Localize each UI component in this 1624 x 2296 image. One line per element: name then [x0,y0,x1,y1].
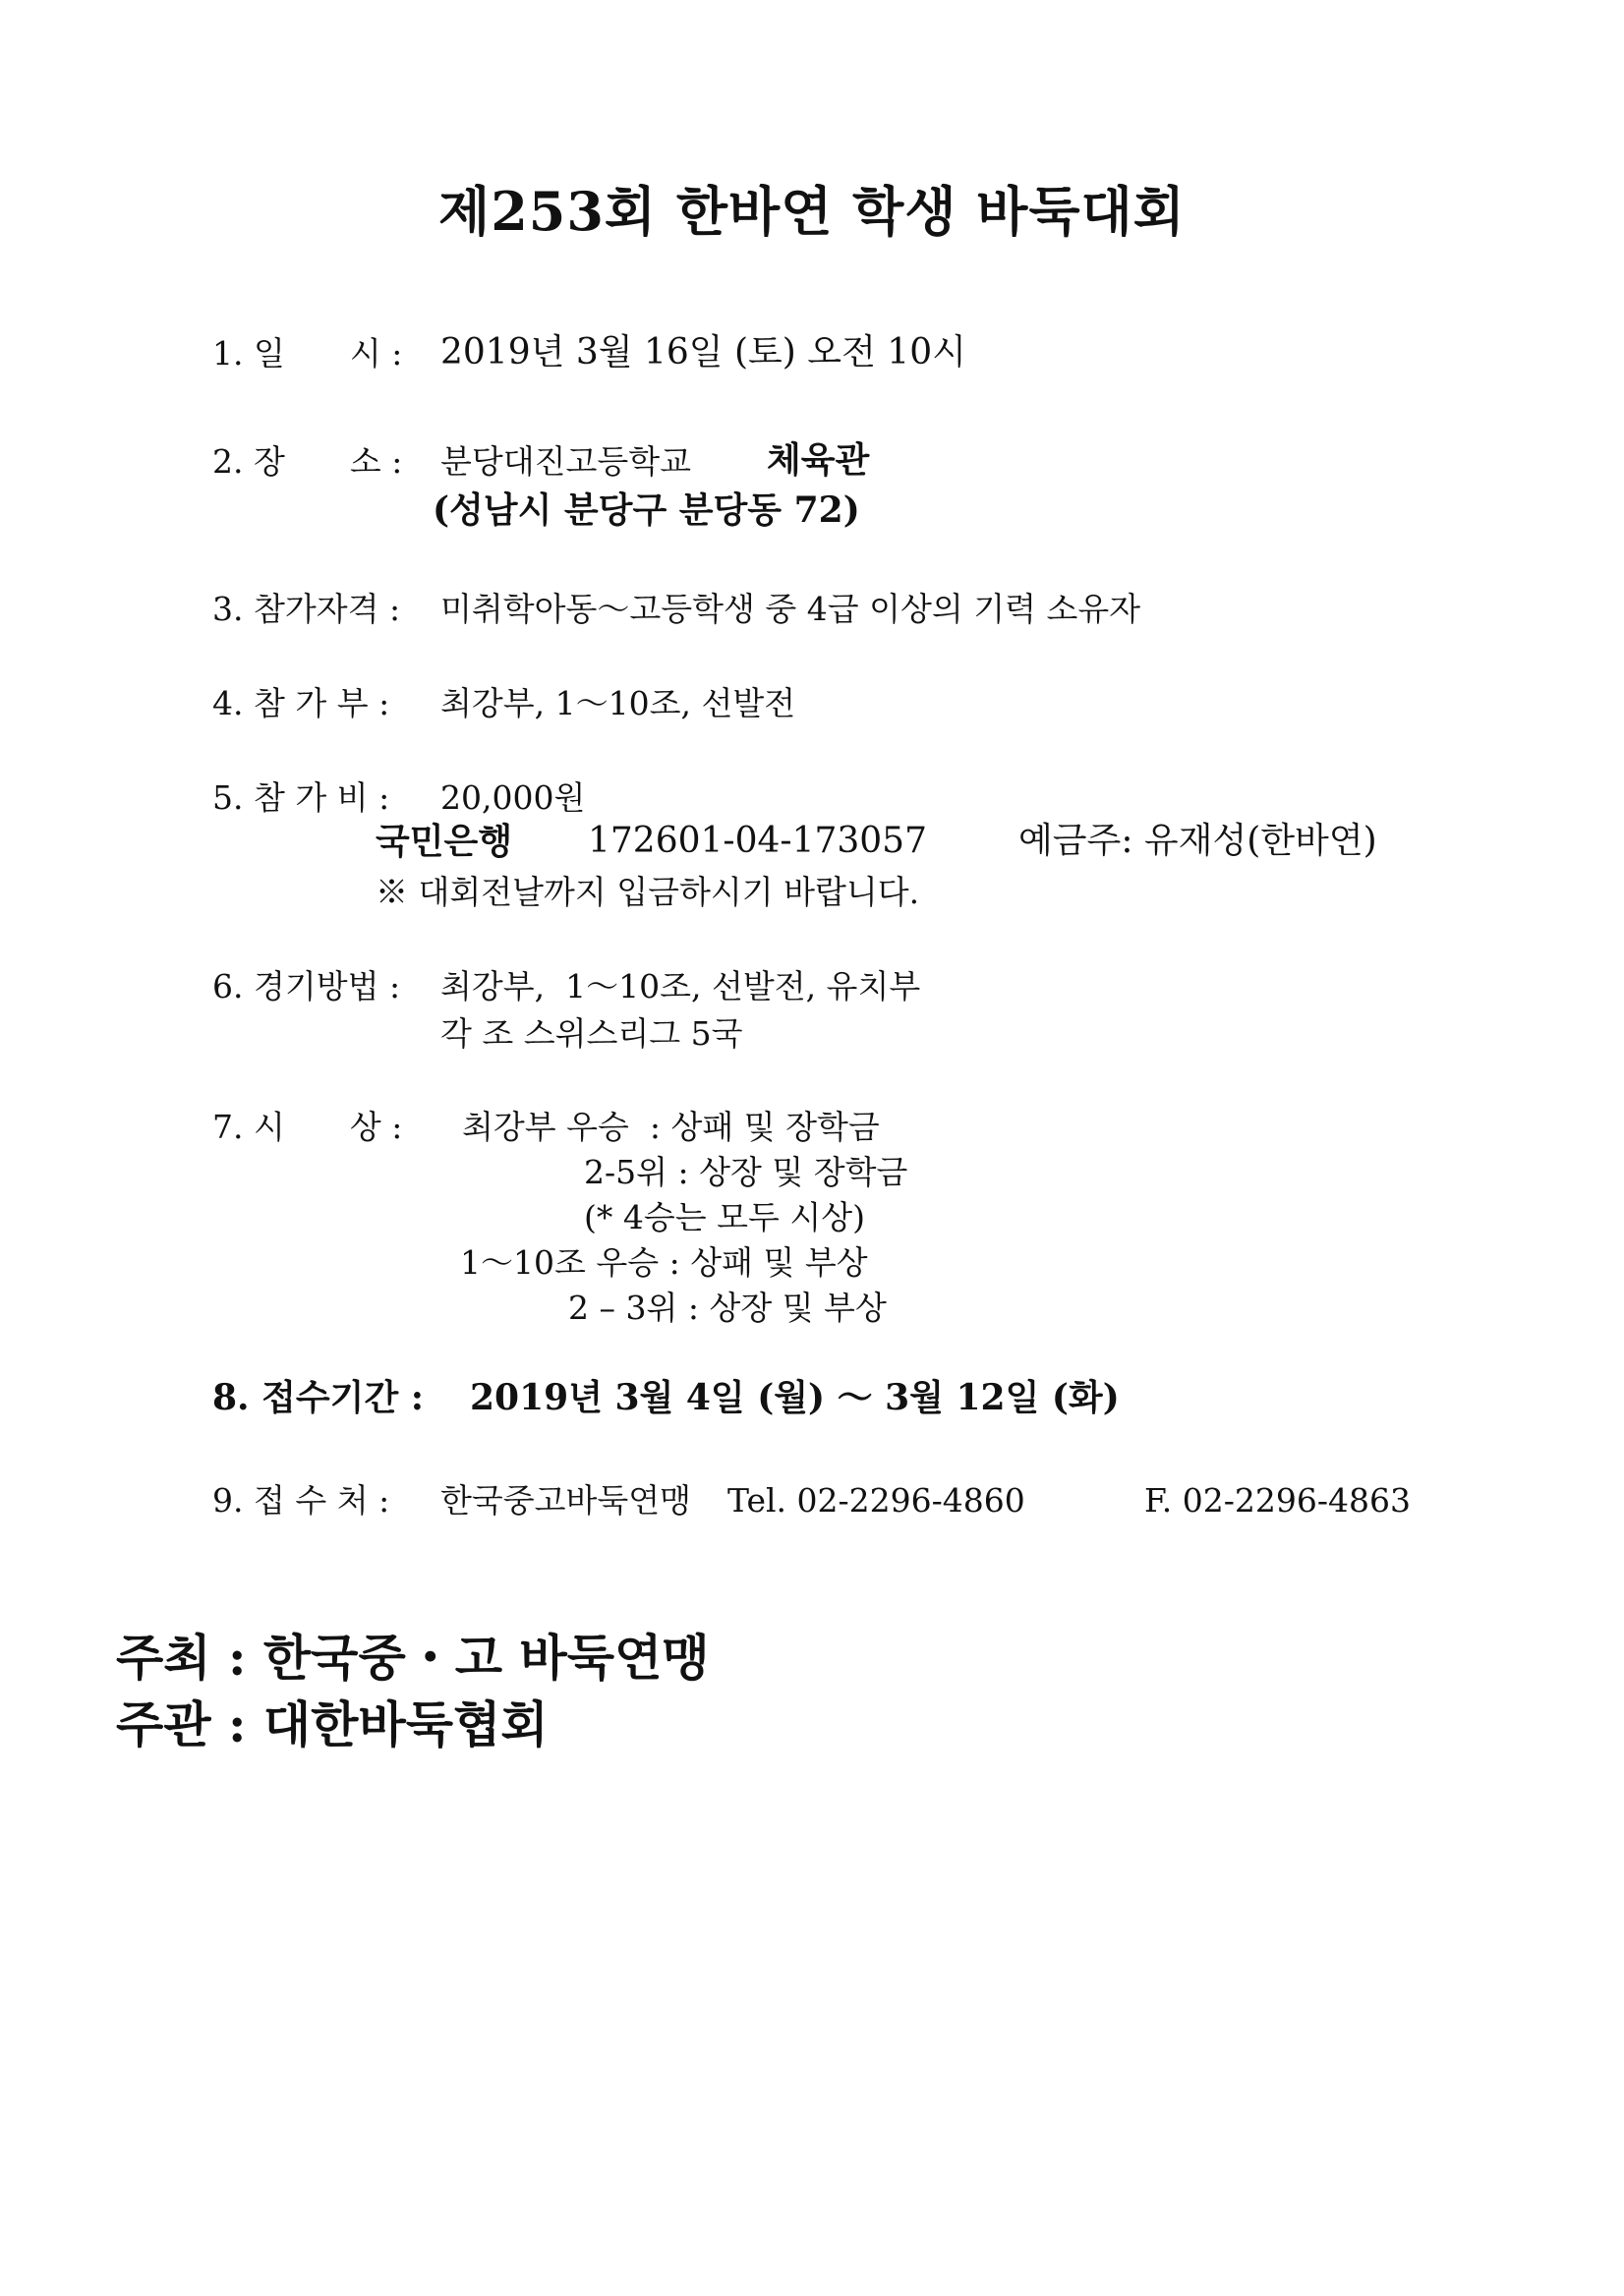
awards-line2: 2-5위 : 상장 및 장학금 [584,1153,908,1191]
awards-line3: (* 4승는 모두 시상) [584,1198,865,1236]
eligibility-label: 3. 참가자격 : [212,590,401,628]
venue-label: 2. 장 소 : [212,442,403,481]
contact-fax: F. 02-2296-4863 [1144,1481,1411,1520]
contact-label: 9. 접 수 처 : [212,1481,390,1520]
divisions-label: 4. 참 가 부 : [212,684,390,722]
venue-address: (성남시 분당구 분당동 72) [433,489,860,531]
venue-hall: 체육관 [767,439,870,481]
awards-line1: 최강부 우승 : 상패 및 장학금 [462,1108,880,1146]
registration-value: 2019년 3월 4일 (월) ～ 3월 12일 (화) [470,1377,1120,1418]
fee-value: 20,000원 [440,778,586,817]
method-line1: 최강부, 1～10조, 선발전, 유치부 [440,967,921,1005]
date-value: 2019년 3월 16일 (토) 오전 10시 [440,332,966,373]
venue-value: 분당대진고등학교 [440,442,692,481]
contact-tel: Tel. 02-2296-4860 [727,1481,1025,1520]
page-title: 제253회 한바연 학생 바둑대회 [438,180,1186,243]
fee-bank: 국민은행 [376,821,513,862]
host-line: 주최 : 한국중・고 바둑연맹 [116,1629,710,1687]
organizer-line: 주관 : 대한바둑협회 [116,1695,549,1753]
awards-line5: 2 – 3위 : 상장 및 부상 [568,1289,887,1327]
fee-account: 172601-04-173057 [588,821,927,861]
registration-label: 8. 접수기간 : [212,1377,425,1418]
contact-org: 한국중고바둑연맹 [440,1481,692,1520]
method-line2: 각 조 스위스리그 5국 [440,1014,743,1053]
fee-label: 5. 참 가 비 : [212,778,390,817]
eligibility-value: 미취학아동～고등학생 중 4급 이상의 기력 소유자 [440,590,1141,628]
method-label: 6. 경기방법 : [212,967,401,1005]
awards-label: 7. 시 상 : [212,1108,403,1146]
awards-line4: 1～10조 우승 : 상패 및 부상 [460,1243,868,1282]
fee-note: ※ 대회전날까지 입금하시기 바랍니다. [376,873,920,911]
date-label: 1. 일 시 : [212,334,403,373]
divisions-value: 최강부, 1～10조, 선발전 [440,684,796,722]
fee-holder: 예금주: 유재성(한바연) [1018,821,1377,861]
